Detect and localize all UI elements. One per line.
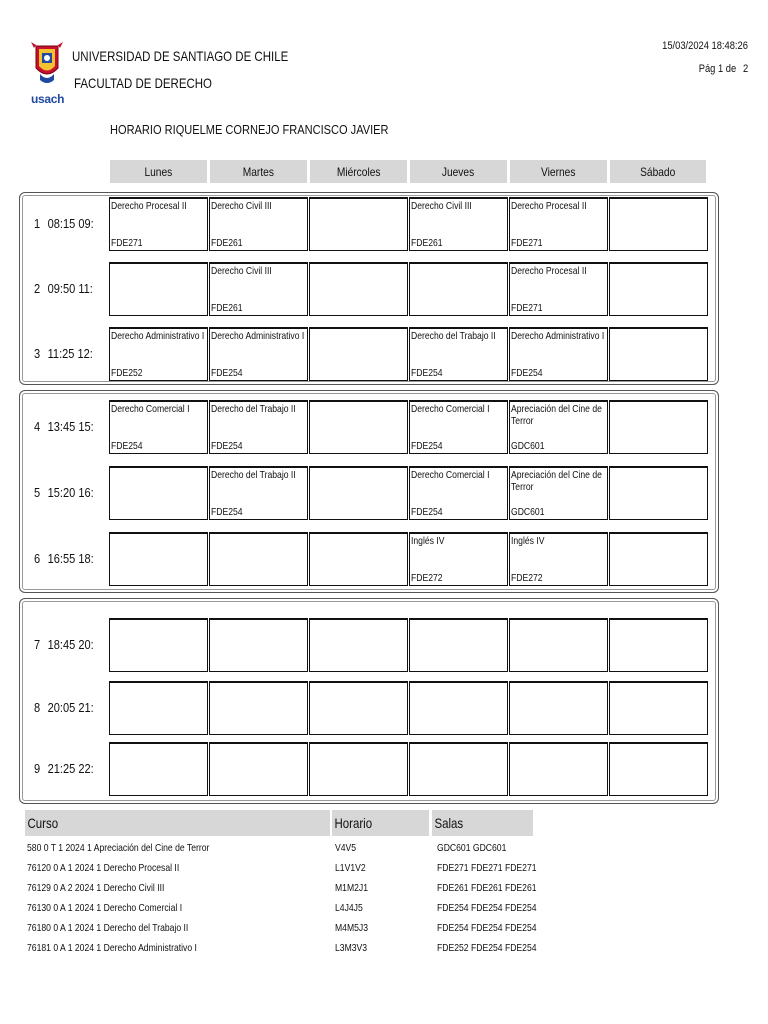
period-number: 6 xyxy=(34,551,41,566)
course-room: FDE261 xyxy=(411,237,443,249)
period-time: 21:25 22: xyxy=(47,761,94,776)
page-indicator xyxy=(699,63,748,75)
course-name: Derecho Civil III xyxy=(211,265,272,277)
period-number: 1 xyxy=(34,216,41,231)
course-name: Derecho del Trabajo II xyxy=(411,330,496,342)
schedule-cell xyxy=(409,197,508,251)
schedule-cell xyxy=(609,327,708,381)
period-number: 8 xyxy=(34,700,41,715)
summary-header-course xyxy=(25,810,330,836)
schedule-cell xyxy=(509,742,608,796)
faculty-name: FACULTAD DE DERECHO xyxy=(74,75,212,91)
schedule-cell xyxy=(309,742,408,796)
day-header-5 xyxy=(610,160,706,183)
period-number: 7 xyxy=(34,637,41,652)
period-label xyxy=(34,419,94,434)
schedule-cell xyxy=(509,327,608,381)
summary-schedule: V4V5 xyxy=(335,842,357,854)
course-room: FDE254 xyxy=(211,367,243,379)
schedule-cell xyxy=(109,532,208,586)
schedule-cell xyxy=(609,618,708,672)
period-time: 09:50 11: xyxy=(47,281,93,296)
schedule-cell xyxy=(609,400,708,454)
schedule-cell xyxy=(409,618,508,672)
schedule-cell xyxy=(409,681,508,735)
day-header-0 xyxy=(110,160,207,183)
period-label xyxy=(34,761,94,776)
course-room: FDE254 xyxy=(411,367,443,379)
course-room: FDE271 xyxy=(511,302,543,314)
period-number: 4 xyxy=(34,419,41,434)
course-name: Derecho Administrativo I xyxy=(511,330,605,342)
schedule-cell xyxy=(409,532,508,586)
schedule-cell xyxy=(509,466,608,520)
schedule-cell xyxy=(109,681,208,735)
course-room: FDE271 xyxy=(511,237,543,249)
period-number: 5 xyxy=(34,485,41,500)
summary-course: 76129 0 A 2 2024 1 Derecho Civil III xyxy=(27,882,165,894)
summary-schedule: L1V1V2 xyxy=(335,862,366,874)
period-label xyxy=(34,485,94,500)
schedule-cell xyxy=(509,197,608,251)
schedule-cell xyxy=(609,532,708,586)
schedule-cell xyxy=(309,197,408,251)
schedule-cell xyxy=(409,466,508,520)
schedule-cell xyxy=(309,262,408,316)
schedule-cell xyxy=(209,327,308,381)
schedule-cell xyxy=(609,262,708,316)
summary-schedule: L4J4J5 xyxy=(335,902,363,914)
schedule-cell xyxy=(409,400,508,454)
summary-schedule: M4M5J3 xyxy=(335,922,369,934)
schedule-cell xyxy=(209,618,308,672)
schedule-cell xyxy=(509,400,608,454)
day-header-label: Miércoles xyxy=(336,164,381,179)
course-room: FDE261 xyxy=(211,302,243,314)
schedule-cell xyxy=(609,197,708,251)
schedule-cell xyxy=(309,532,408,586)
course-room: FDE271 xyxy=(111,237,143,249)
course-name: Derecho Administrativo I xyxy=(211,330,305,342)
schedule-cell xyxy=(309,618,408,672)
period-number: 9 xyxy=(34,761,41,776)
summary-rooms: FDE254 FDE254 FDE254 xyxy=(437,922,537,934)
course-room: FDE254 xyxy=(211,506,243,518)
page-total: 2 xyxy=(742,63,748,75)
course-room: FDE254 xyxy=(411,506,443,518)
summary-course: 580 0 T 1 2024 1 Apreciación del Cine de Terror xyxy=(27,842,210,854)
course-name: Derecho Procesal II xyxy=(111,200,187,212)
print-timestamp: 15/03/2024 18:48:26 xyxy=(662,40,748,52)
course-name: Derecho Comercial I xyxy=(411,469,490,481)
schedule-cell xyxy=(209,262,308,316)
schedule-cell xyxy=(509,532,608,586)
summary-header-schedule-label: Horario xyxy=(334,815,373,831)
summary-header-rooms xyxy=(432,810,533,836)
summary-course: 76120 0 A 1 2024 1 Derecho Procesal II xyxy=(27,862,180,874)
day-header-4 xyxy=(510,160,607,183)
period-label xyxy=(34,637,94,652)
day-header-label: Viernes xyxy=(541,164,576,179)
day-header-3 xyxy=(410,160,507,183)
schedule-cell xyxy=(509,618,608,672)
period-label xyxy=(34,700,94,715)
schedule-cell xyxy=(409,742,508,796)
schedule-cell xyxy=(609,681,708,735)
schedule-cell xyxy=(309,400,408,454)
summary-header-rooms-label: Salas xyxy=(434,815,464,831)
course-name: Derecho Procesal II xyxy=(511,265,587,277)
summary-course: 76180 0 A 1 2024 1 Derecho del Trabajo II xyxy=(27,922,189,934)
day-header-1 xyxy=(210,160,307,183)
summary-schedule: L3M3V3 xyxy=(335,942,368,954)
day-header-label: Martes xyxy=(242,164,275,179)
summary-course: 76130 0 A 1 2024 1 Derecho Comercial I xyxy=(27,902,183,914)
schedule-cell xyxy=(209,197,308,251)
summary-header-course-label: Curso xyxy=(27,815,59,831)
period-time: 20:05 21: xyxy=(47,700,94,715)
course-name: Derecho del Trabajo II xyxy=(211,403,296,415)
schedule-cell xyxy=(109,400,208,454)
schedule-cell xyxy=(209,532,308,586)
day-header-label: Lunes xyxy=(144,164,173,179)
schedule-cell xyxy=(609,742,708,796)
schedule-cell xyxy=(209,681,308,735)
schedule-cell xyxy=(509,262,608,316)
period-label xyxy=(34,281,93,296)
course-name: Derecho Procesal II xyxy=(511,200,587,212)
course-name: Derecho Civil III xyxy=(411,200,472,212)
logo-text: usach xyxy=(31,92,65,106)
schedule-cell xyxy=(209,466,308,520)
day-header-label: Sábado xyxy=(640,164,676,179)
course-name: Apreciación del Cine de Terror xyxy=(511,403,602,427)
page-label: Pág 1 de xyxy=(698,63,736,75)
course-name: Derecho Civil III xyxy=(211,200,272,212)
course-room: FDE254 xyxy=(411,440,443,452)
course-room: FDE254 xyxy=(511,367,543,379)
course-room: FDE272 xyxy=(411,572,443,584)
schedule-cell xyxy=(109,618,208,672)
summary-header-schedule xyxy=(332,810,429,836)
course-name: Derecho Administrativo I xyxy=(111,330,205,342)
period-number: 3 xyxy=(34,346,41,361)
course-room: FDE272 xyxy=(511,572,543,584)
course-name: Derecho Comercial I xyxy=(411,403,490,415)
course-room: GDC601 xyxy=(511,506,545,518)
course-room: FDE261 xyxy=(211,237,243,249)
schedule-cell xyxy=(109,742,208,796)
schedule-cell xyxy=(409,327,508,381)
university-name: UNIVERSIDAD DE SANTIAGO DE CHILE xyxy=(72,48,289,64)
period-time: 13:45 15: xyxy=(47,419,94,434)
period-label xyxy=(34,551,94,566)
course-room: GDC601 xyxy=(511,440,545,452)
period-label xyxy=(34,216,94,231)
summary-course: 76181 0 A 1 2024 1 Derecho Administrativo I xyxy=(27,942,197,954)
course-name: Derecho Comercial I xyxy=(111,403,190,415)
day-header-label: Jueves xyxy=(442,164,475,179)
schedule-cell xyxy=(209,400,308,454)
course-name: Inglés IV xyxy=(511,535,545,547)
period-time: 15:20 16: xyxy=(47,485,94,500)
period-time: 08:15 09: xyxy=(47,216,94,231)
schedule-title: HORARIO RIQUELME CORNEJO FRANCISCO JAVIER xyxy=(110,122,389,137)
day-header-2 xyxy=(310,160,407,183)
period-number: 2 xyxy=(34,281,41,296)
schedule-cell xyxy=(409,262,508,316)
schedule-cell xyxy=(509,681,608,735)
schedule-cell xyxy=(109,262,208,316)
usach-logo xyxy=(30,38,64,110)
course-name: Apreciación del Cine de Terror xyxy=(511,469,602,493)
course-name: Inglés IV xyxy=(411,535,445,547)
period-time: 11:25 12: xyxy=(47,346,93,361)
course-room: FDE254 xyxy=(111,440,143,452)
schedule-cell xyxy=(109,466,208,520)
course-room: FDE254 xyxy=(211,440,243,452)
course-name: Derecho del Trabajo II xyxy=(211,469,296,481)
schedule-cell xyxy=(309,681,408,735)
schedule-cell xyxy=(309,466,408,520)
summary-rooms: GDC601 GDC601 xyxy=(437,842,507,854)
period-time: 18:45 20: xyxy=(47,637,94,652)
schedule-cell xyxy=(209,742,308,796)
course-room: FDE252 xyxy=(111,367,143,379)
summary-rooms: FDE254 FDE254 FDE254 xyxy=(437,902,537,914)
schedule-cell xyxy=(309,327,408,381)
summary-rooms: FDE261 FDE261 FDE261 xyxy=(437,882,537,894)
period-label xyxy=(34,346,93,361)
schedule-cell xyxy=(109,327,208,381)
summary-schedule: M1M2J1 xyxy=(335,882,369,894)
period-time: 16:55 18: xyxy=(47,551,94,566)
summary-rooms: FDE252 FDE254 FDE254 xyxy=(437,942,537,954)
schedule-cell xyxy=(609,466,708,520)
summary-rooms: FDE271 FDE271 FDE271 xyxy=(437,862,537,874)
schedule-cell xyxy=(109,197,208,251)
